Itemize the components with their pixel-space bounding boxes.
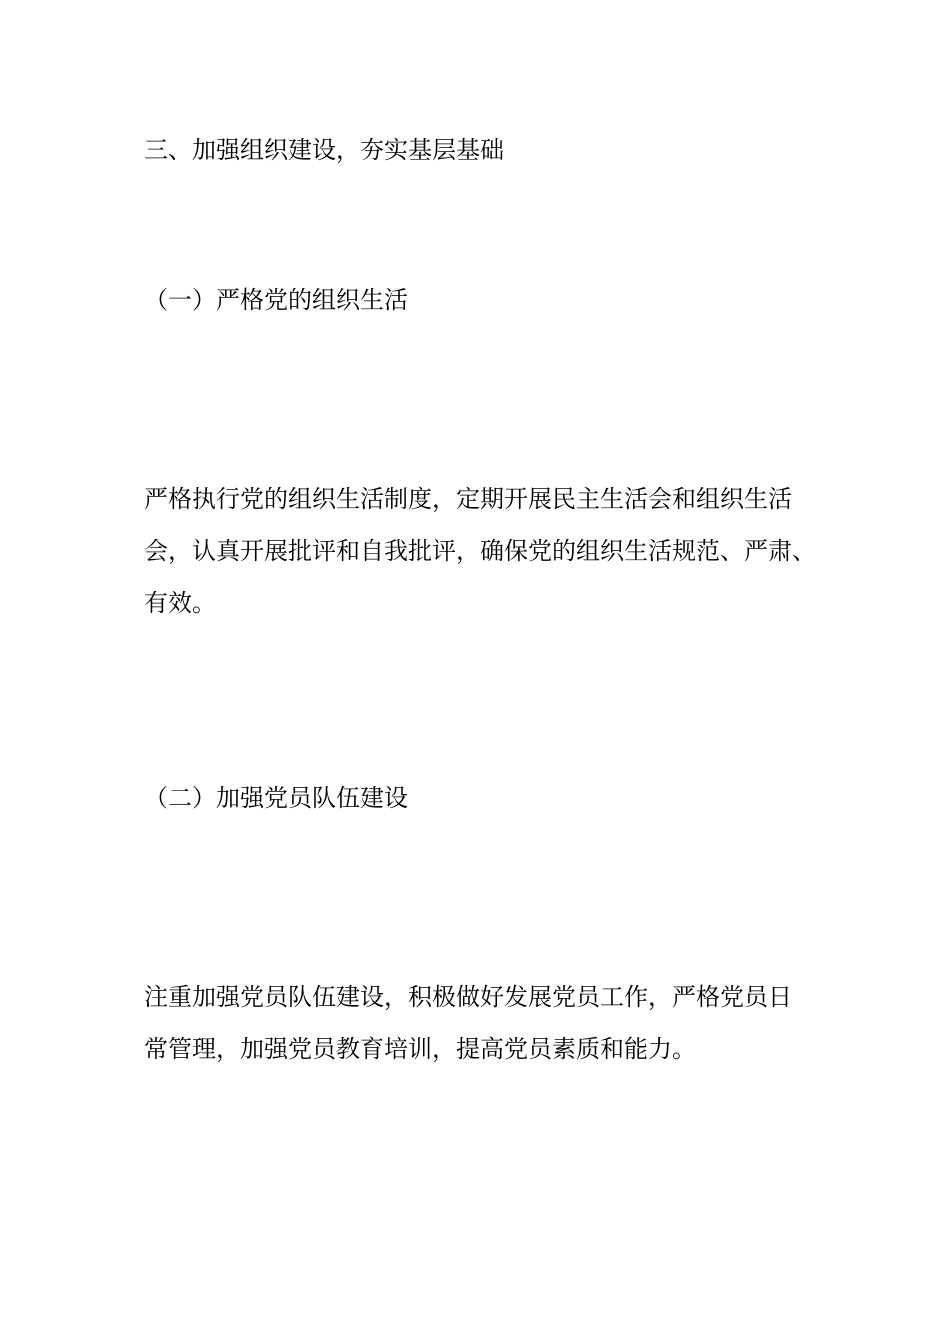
section-heading: 三、加强组织建设，夯实基层基础 bbox=[144, 136, 504, 164]
subsection-heading-1: （一）严格党的组织生活 bbox=[144, 286, 408, 314]
paragraph-line: 会，认真开展批评和自我批评，确保党的组织生活规范、严肃、 bbox=[144, 537, 816, 565]
paragraph-line: 注重加强党员队伍建设，积极做好发展党员工作，严格党员日 bbox=[144, 983, 792, 1011]
paragraph-line: 严格执行党的组织生活制度，定期开展民主生活会和组织生活 bbox=[144, 485, 792, 513]
paragraph-line: 常管理，加强党员教育培训，提高党员素质和能力。 bbox=[144, 1035, 696, 1063]
paragraph-line: 有效。 bbox=[144, 589, 216, 617]
subsection-paragraph-1 bbox=[144, 473, 824, 629]
subsection-heading-2: （二）加强党员队伍建设 bbox=[144, 784, 408, 812]
subsection-paragraph-2 bbox=[144, 971, 824, 1075]
